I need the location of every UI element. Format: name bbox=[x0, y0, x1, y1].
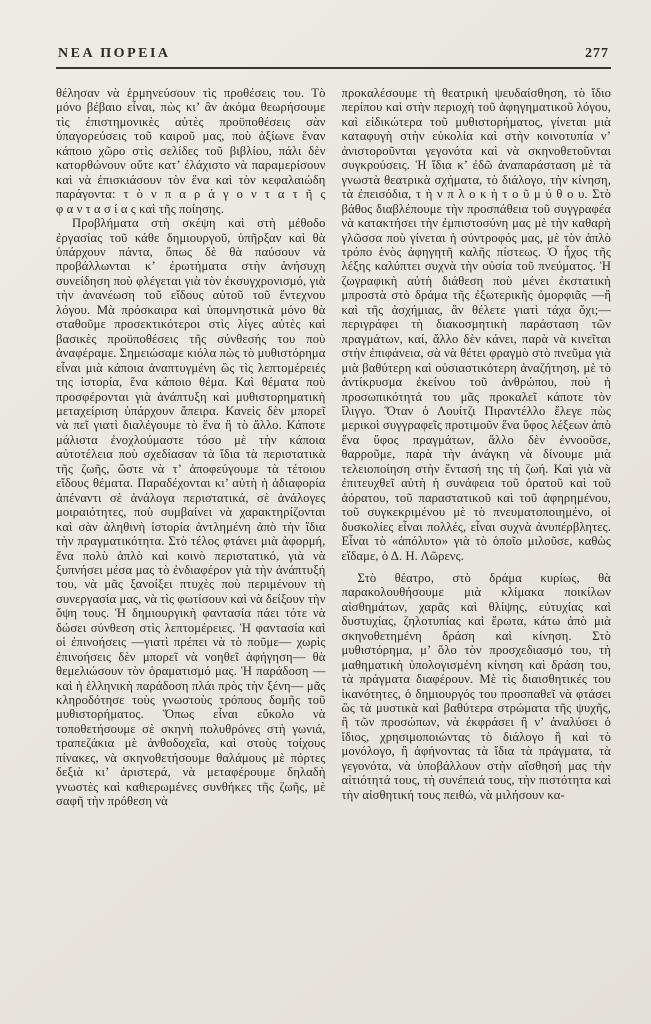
text-columns bbox=[56, 86, 611, 992]
page-number: 277 bbox=[585, 46, 609, 61]
page-header bbox=[56, 46, 611, 62]
right-column bbox=[342, 86, 612, 992]
left-column bbox=[56, 86, 326, 992]
journal-title: ΝΕΑ ΠΟΡΕΙΑ bbox=[58, 46, 171, 61]
paragraph: Στὸ θέατρο, στὸ δράμα κυρίως, θὰ παρακολουθήσουμε μιὰ κλίμακα ποικίλων αἰσθημάτων, χαρᾶς καὶ θλίψης, εὐτυχίας καὶ δυστυχίας, ζηλοτυπίας καὶ ἔρωτα, κάτω ἀπὸ μιὰ σκηνοθετημένη δράση καὶ κίνηση. Στὸ μυθιστόρημα, μ’ ὅλο τὸν προσχεδιασμό του, τὴ μαθηματικὴ ὑπολογισμένη κίνηση καὶ δράση του, τὰ πράγματα διαφέρουν. Μὲ τὶς διαισθητικές του ἱκανότητες, ὁ δημιουργός του προσπαθεῖ νὰ φτάσει ὣς τὰ μυστικὰ καὶ βαθύτερα στρώματα τῆς ψυχῆς, ἢ τῶν προσώπων, νὰ ἐκφράσει ἢ ν’ ἀναλύσει ὁ ἴδιος, χρησιμοποιώντας τὸ διάλογο ἢ καὶ τὸ μονόλογο, ἢ ἀφήνοντας τὰ ἴδια τὰ πράγματα, τὰ γεγονότα, νὰ ὑποβάλλουν στὴν αἴσθησή μας τὴν αἰτιότητά τους, τὴ συνέπειά τους, τὴν πιστότητα καὶ τὴν αἰσθητική τους πειθώ, νὰ μιλήσουν κα- bbox=[341, 570, 611, 802]
paragraph-continuation: θέλησαν νὰ ἑρμηνεύσουν τὶς προθέσεις του. Τὸ μόνο βέβαιο εἶναι, πὼς κι’ ἂν ἀκόμα θεωρήσουμε τὶς ἐπιστημονικὲς αὐτὲς προϋποθέσεις σὰν ὑπαγορεύσεις τοῦ καιροῦ μας, ποὺ ἀξίωνε ἕναν κάποιο χῶρο στὶς σελίδες τοῦ βιβλίου, πάλι δὲν κατορθώνουν οὔτε κατ’ ἐλάχιστο νὰ παραμερίσουν καὶ νὰ ἐπισκιάσουν τὸν ἕνα καὶ τὸν κεφαλαιώδη παράγοντα: τ ὸ ν π α ρ ά γ ο ν τ α τ ῆ ς φ α ν τ α σ ί α ς καὶ τῆς ποίησης. bbox=[56, 86, 326, 216]
paragraph-continuation: προκαλέσουμε τὴ θεατρικὴ ψευδαίσθηση, τὸ ἴδιο περίπου καὶ στὴν περιοχὴ τοῦ ἀφηγηματικοῦ λόγου, καὶ εἰδικώτερα τοῦ μυθιστορήματος, γίνεται μιὰ καταφυγὴ στὴν εὐκολία καὶ στὴν κοινοτυπία ν’ ἀνιστοροῦνται γεγονότα καὶ νὰ σκηνοθετοῦνται συγκρούσεις. Ἡ ἴδια κ’ ἐδῶ ἀναπαράσταση μὲ τὰ γνωστὰ θεατρικὰ σχήματα, τὸ διάλογο, τὴν κίνηση, τὰ ἐπεισόδια, τ ὴ ν π λ ο κ ὴ τ ο ῦ μ ύ θ ο υ. Στὸ βάθος διαβλέπουμε τὴν προσπάθεια τοῦ συγγραφέα νὰ κατακτήσει τὴν ἐμπιστοσύνη μας μὲ τὴν καθαρὴ γλῶσσα ποὺ γίνεται ἡ σύντροφός μας, μὲ τὸν ἁπλὸ τρόπο ἑνὸς ἀφηγητῆ καλῆς πίστεως. Ὁ ἦχος τῆς λέξης καλύπτει συχνὰ τὴν οὐσία τοῦ πνεύματος. Ἡ ζωγραφικὴ αὐτὴ διάθεση ποὺ μένει ἐκστατικὴ μπροστὰ στὸ δράμα τῆς ἐξωτερικῆς ὀμορφιᾶς —ἢ καὶ τῆς ἀσχήμιας, ἂν θέλετε γιατὶ τάχα ὄχι;— περιγράφει τὴ διακοσμητικὴ παράσταση τῶν πραγμάτων, καί, ἄλλο δὲν κάνει, παρὰ νὰ κινεῖται στὴν ἐπιφάνεια, σὰ νὰ θέτει φραγμὸ στὸ πνεῦμα γιὰ μιὰ βαθύτερη καὶ οὐσιαστικότερη ἀναζήτηση, μὲ τὸ ἀντίκρυσμα ἐκείνου τοῦ ἀνθρώπου, ποὺ ἡ προσωπικότητά του μᾶς προκαλεῖ κάποτε τὸν ἴλιγγο. Ὅταν ὁ Λουίτζι Πιραντέλλο ἔλεγε πὼς μερικοὶ συγγραφεῖς προτιμοῦν ἕνα ὕφος λέξεων ἀπὸ ἕνα ὕφος πραγμάτων, ἄλλο δὲν ἐννοοῦσε, θαρροῦμε, παρὰ τὴν ἀνάγκη νὰ δίνουμε μιὰ τελειοποίηση στὴν ἔντασή της τὴ ζωή. Καὶ γιὰ νὰ ἐπιτευχθεῖ αὐτὴ ἡ συνάφεια τοῦ ὁρατοῦ καὶ τοῦ ἀόρατου, τοῦ παραστατικοῦ καὶ τοῦ ἀφηρημένου, τοῦ συγκεκριμένου μὲ τὸ πνευματοποιημένο, οἱ δυσκολίες εἶναι πολλές, εἶναι συχνὰ ἀνυπέρβλητες. Εἶναι τὸ «ἀπόλυτο» γιὰ τὸ ὁποῖο μιλοῦσε, καθὼς εἴδαμε, ὁ Δ. Η. Λῶρενς. bbox=[341, 86, 611, 563]
header-rule bbox=[56, 67, 611, 69]
paragraph: Προβλήματα στὴ σκέψη καὶ στὴ μέθοδο ἐργασίας τοῦ κάθε δημιουργοῦ, ὑπῆρξαν καὶ θὰ ὑπάρχουν πάντα, ὅπως δὲ θὰ παύσουν νὰ προβάλλωνται κ’ ἐρωτήματα στὴν ἀνήσυχη συνείδηση ποὺ φλέγεται γιὰ τὸν ἐκσυγχρονισμό, γιὰ τὴν ἀνανέωση τοῦ εἴδους αὐτοῦ τοῦ ἔντεχνου λόγου. Μὰ πρόσκαιρα καὶ ὑπομνηστικὰ μόνο θὰ σταθοῦμε προσεκτικότεροι στὶς λίγες αὐτὲς καὶ βασικὲς προϋποθέσεις τῆς σύνθεσής του ποὺ ἀναφέραμε. Σημειώσαμε κιόλα πὼς τὸ μυθιστόρημα εἶναι μιὰ κάποια ἀναπτυγμένη ὣς τὶς λεπτομέρειές της ἱστορία, ἕνα κάποιο θέμα. Καὶ θέματα ποὺ προσφέρονται γιὰ ἀνάπτυξη καὶ μυθιστορηματικὴ μεταχείριση ὑπάρχουν ἄπειρα. Κανεὶς δὲν μπορεῖ νὰ πεῖ γιατὶ διαλέγουμε τὸ ἕνα ἢ τὸ ἄλλο. Κάποτε μάλιστα ἐνοχλούμαστε τόσο μὲ τὴν κάποια αὐτοτέλεια ποὺ σχεδίασαν τὰ ἴδια τὰ περιστατικὰ τῆς ζωῆς, ὥστε νὰ τ’ ἀποφεύγουμε τὰ τέτοιου εἴδους θέματα. Παραδέχονται κι’ αὐτὴ ἡ ἀδιαφορία ἀπέναντι σὲ ἀνάλογα περιστατικά, σὲ ἀνάλογες μοιραιότητες, ποὺ συμβαίνει νὰ χαρακτηρίζονται καὶ σὰν ἀληθινὴ ἱστορία ἀντλημένη ἀπὸ τὴν ἴδια τὴν πραγματικότητα. Στὸ τέλος φτάνει μιὰ ἀφορμή, ἕνα πολὺ ἁπλὸ καὶ κοινὸ περιστατικό, γιὰ νὰ ξυπνήσει μέσα μας τὸ ἐνδιαφέρον γιὰ τὴν ἀνάπτυξή του, νὰ μᾶς ξανοίξει πτυχὲς ποὺ περιμένουν τὴ συνεργασία μας, νὰ τὶς φωτίσουν καὶ νὰ δείξουν τὴν ὄψη τους. Ἡ δημιουργικὴ φαντασία πάει τότε νὰ δώσει σύνθεση στὶς λεπτομέρειες. Ἡ φαντασία καὶ οἱ ἐπινοήσεις —γιατὶ πρέπει νὰ τὸ ποῦμε— χωρὶς ἐπινοήσεις δὲν μπορεῖ νὰ νοηθεῖ ἀφήγηση— θὰ θεμελιώσουν τὸν ὁραματισμό μας. Ἡ παράδοση —καὶ ἡ ἑλληνικὴ παράδοση πλάι πρὸς τὴν ξένη— μᾶς κληροδότησε τοὺς γνωστοὺς τρόπους δομῆς τοῦ μυθιστορήματος. Ὅπως εἶναι εὔκολο νὰ τοποθετήσουμε σὲ σκηνὴ πολυθρόνες στὴ γωνιά, τραπεζάκια μὲ ἀνθοδοχεῖα, καὶ στοὺς τοίχους πίνακες, νὰ σκηνοθετήσουμε θαλάμους μὲ πόρτες δεξιὰ κι’ ἀριστερά, νὰ μεταφέρουμε δηλαδὴ γνωστὲς καὶ καθιερωμένες συνθήκες τῆς ζωῆς, μὲ σαφῆ τὴν πρόθεση νὰ bbox=[56, 216, 326, 809]
